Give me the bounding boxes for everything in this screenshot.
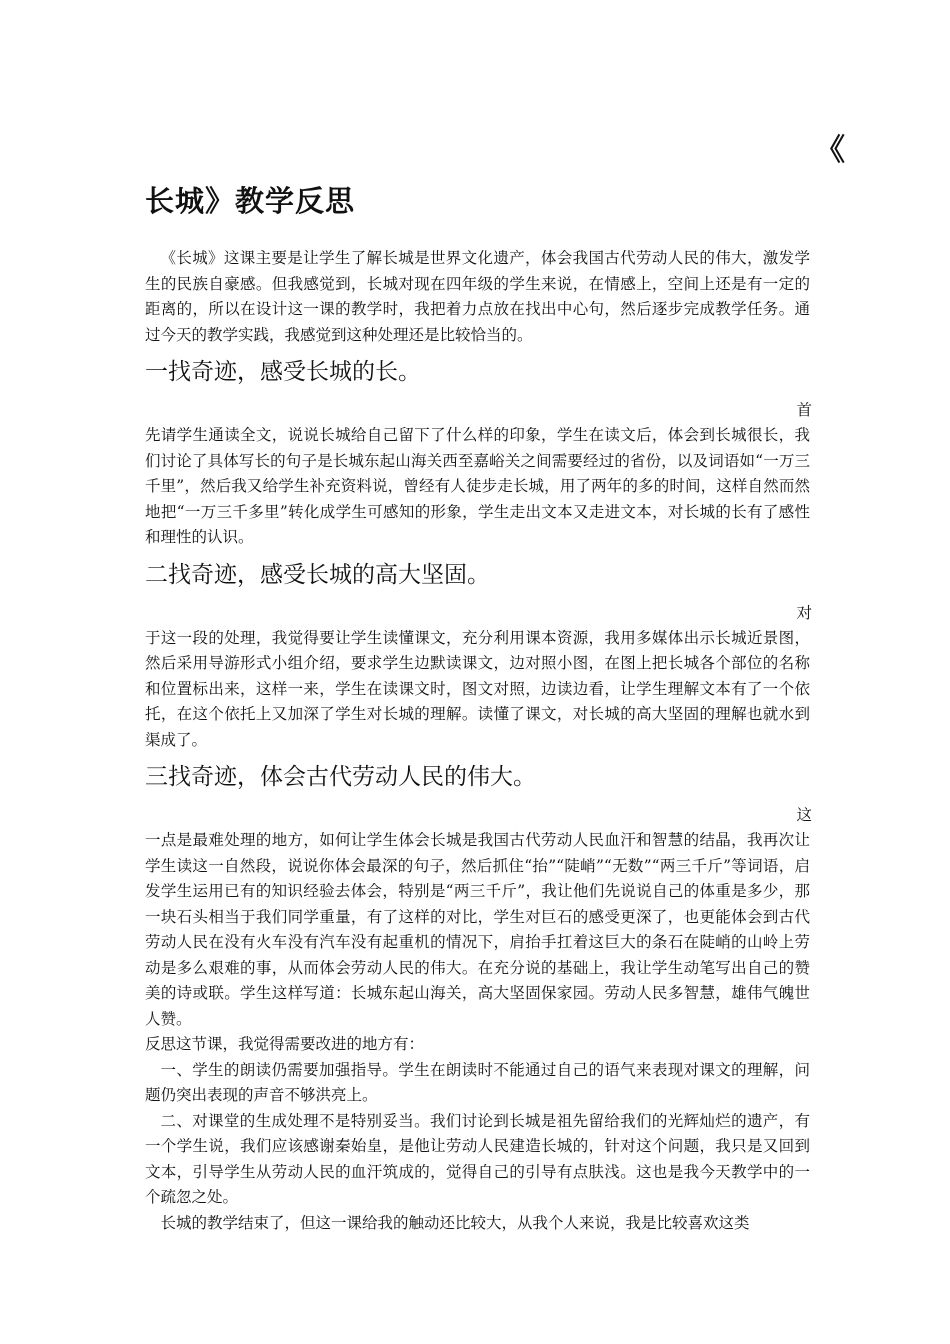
title-bracket: 《 bbox=[815, 133, 845, 168]
reflection-point-two: 二、对课堂的生成处理不是特别妥当。我们讨论到长城是祖先留给我们的光辉灿烂的遗产，有一个学生说，我们应该感谢秦始皇，是他让劳动人民建造长城的，针对这个问题，我只是又回到文本，引导学生从劳动人民的血汗筑成的，觉得自己的引导有点肤浅。这也是我今天教学中的一个疏忽之处。 bbox=[145, 1111, 810, 1206]
section-lead-char-1: 首 bbox=[796, 401, 812, 419]
section-heading-2: 二找奇迹，感受长城的高大坚固。 bbox=[145, 561, 490, 588]
section-body-3: 一点是最难处理的地方，如何让学生体会长城是我国古代劳动人民血汗和智慧的结晶，我再次让学生读这一自然段，说说你体会最深的句子，然后抓住“抬”“陡峭”“无数”“两三千斤”等词语，启发学生运用已有的知识经验去体会，特别是“两三千斤”，我让他们先说说自己的体重是多少，那一块石头相当于我们同学重量，有了这样的对比，学生对巨石的感受更深了，也更能体会到古代劳动人民在没有火车没有汽车没有起重机的情况下，肩抬手扛着这巨大的条石在陡峭的山岭上劳动是多么艰难的事，从而体会劳动人民的伟大。在充分说的基础上，我让学生动笔写出自己的赞美的诗或联。学生这样写道：长城东起山海关，高大坚固保家园。劳动人民多智慧，雄伟气魄世人赞。 bbox=[145, 831, 810, 1028]
closing-paragraph: 长城的教学结束了，但这一课给我的触动还比较大，从我个人来说，我是比较喜欢这类 bbox=[160, 1213, 750, 1232]
section-lead-char-3: 这 bbox=[796, 806, 812, 824]
section-heading-3: 三找奇迹，体会古代劳动人民的伟大。 bbox=[145, 764, 536, 790]
section-body-2: 于这一段的处理，我觉得要让学生读懂课文，充分利用课本资源，我用多媒体出示长城近景图，然后采用导游形式小组介绍，要求学生边默读课文，边对照小图，在图上把长城各个部位的名称和位置标出来，这样一来，学生在读课文时，图文对照，边读边看，让学生理解文本有了一个依托，在这个依托上又加深了学生对长城的理解。读懂了课文，对长城的高大坚固的理解也就水到渠成了。 bbox=[145, 628, 810, 749]
reflection-intro: 反思这节课，我觉得需要改进的地方有： bbox=[145, 1035, 425, 1053]
page-title: 长城》教学反思 bbox=[145, 184, 356, 218]
section-heading-1: 一找奇迹，感受长城的长。 bbox=[145, 359, 421, 385]
reflection-point-one: 一、学生的朗读仍需要加强指导。学生在朗读时不能通过自己的语气来表现对课文的理解，问题仍突出表现的声音不够洪亮上。 bbox=[145, 1060, 810, 1104]
section-body-1: 先请学生通读全文，说说长城给自己留下了什么样的印象，学生在读文后，体会到长城很长，我们讨论了具体写长的句子是长城东起山海关西至嘉峪关之间需要经过的省份，以及词语如“一万三千里”，然后我又给学生补充资料说，曾经有人徒步走长城，用了两年的多的时间，这样自然而然地把“一万三千多里”转化成学生可感知的形象，学生走出文本又走进文本，对长城的长有了感性和理性的认识。 bbox=[145, 426, 810, 546]
section-lead-char-2: 对 bbox=[796, 603, 812, 622]
intro-paragraph: 《长城》这课主要是让学生了解长城是世界文化遗产，体会我国古代劳动人民的伟大，激发学生的民族自豪感。但我感觉到，长城对现在四年级的学生来说，在情感上，空间上还是有一定的距离的，所以在设计这一课的教学时，我把着力点放在找出中心句，然后逐步完成教学任务。通过今天的教学实践，我感觉到这种处理还是比较恰当的。 bbox=[145, 249, 810, 344]
document-body bbox=[145, 246, 810, 1236]
